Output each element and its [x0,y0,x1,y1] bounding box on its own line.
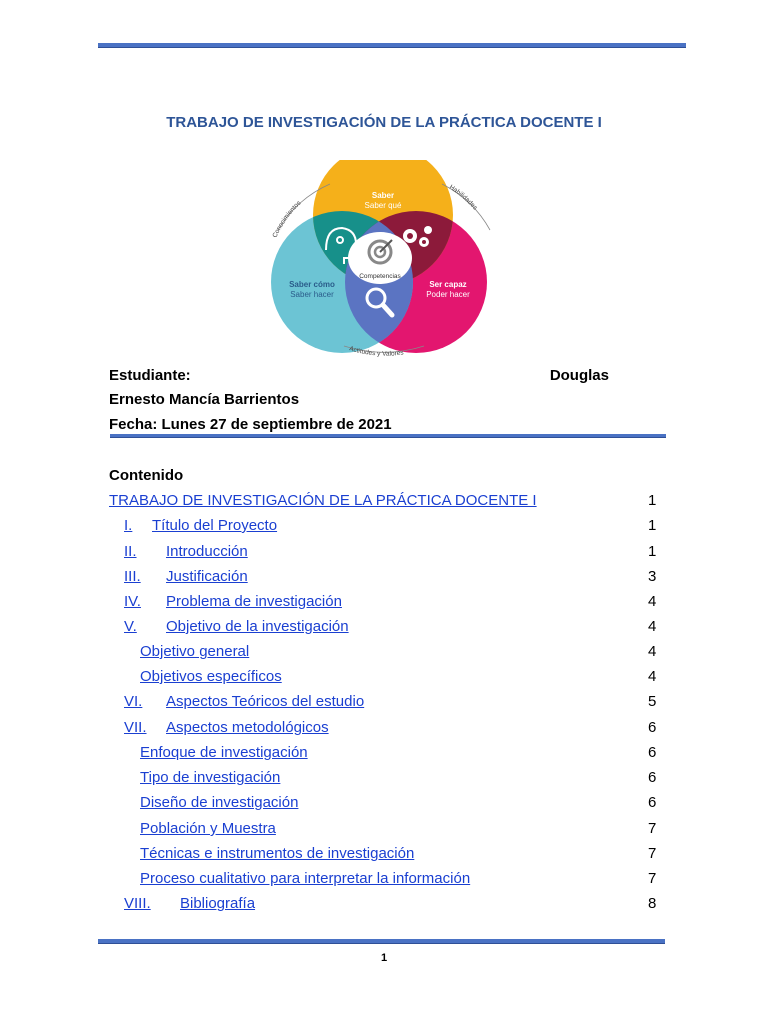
toc-entry-text[interactable]: Aspectos Teóricos del estudio [166,693,365,710]
student-first-name: Douglas [549,367,609,384]
toc-entry-page: 4 [648,593,657,610]
toc-entry-page: 1 [648,543,657,560]
toc-entry-text[interactable]: Tipo de investigación [140,769,281,786]
toc-entry[interactable] [109,492,659,512]
toc-entry-number[interactable]: VII. [124,719,147,736]
arc-right-label: Habilidades [447,183,479,212]
toc-entry-text[interactable]: Título del Proyecto [152,517,278,534]
toc-entry[interactable] [124,895,659,915]
left-circle-line1: Saber cómo [289,280,335,289]
toc-entry-page: 7 [648,820,657,837]
toc-entry-text[interactable]: Técnicas e instrumentos de investigación [140,845,415,862]
right-circle-line1: Ser capaz [429,280,467,289]
toc-entry[interactable] [140,794,659,814]
toc-entry-text[interactable]: Enfoque de investigación [140,744,308,761]
toc-entry-page: 1 [648,492,657,509]
toc-entry-text[interactable]: Diseño de investigación [140,794,299,811]
toc-entry-number[interactable]: V. [124,618,137,635]
top-circle-line1: Saber [371,191,395,200]
student-label: Estudiante: [109,367,191,384]
toc-entry[interactable] [124,693,659,713]
toc-entry[interactable] [140,643,659,663]
toc-entry-number[interactable]: IV. [124,593,141,610]
right-circle-line2: Poder hacer [426,290,470,299]
toc-entry[interactable] [124,593,659,613]
toc-entry[interactable] [140,744,659,764]
toc-entry-page: 6 [648,719,657,736]
toc-entry-text[interactable]: Proceso cualitativo para interpretar la información [140,870,471,887]
competencies-venn-diagram [264,160,504,365]
toc-entry-text[interactable]: Objetivos específicos [140,668,282,685]
toc-entry-number[interactable]: I. [124,517,133,534]
toc-heading: Contenido [109,467,184,484]
toc-entry[interactable] [124,719,659,739]
date-line: Fecha: Lunes 27 de septiembre de 2021 [109,416,392,433]
header-rule [98,43,686,48]
toc-entry[interactable] [140,820,659,840]
toc-entry-number[interactable]: III. [124,568,141,585]
toc-entry-text[interactable]: Introducción [166,543,248,560]
toc-entry-page: 3 [648,568,657,585]
toc-entry[interactable] [124,543,659,563]
toc-entry-page: 4 [648,668,657,685]
toc-entry-page: 6 [648,769,657,786]
toc-entry[interactable] [140,870,659,890]
toc-entry-page: 1 [648,517,657,534]
section-rule [110,434,666,438]
toc-entry[interactable] [140,845,659,865]
center-label: Competencias [359,273,401,280]
toc-entry-text[interactable]: Aspectos metodológicos [166,719,329,736]
document-title: TRABAJO DE INVESTIGACIÓN DE LA PRÁCTICA DOCENTE I [166,114,602,131]
toc-entry[interactable] [140,769,659,789]
toc-entry[interactable] [124,568,659,588]
left-circle-line2: Saber hacer [290,290,334,299]
toc-entry-page: 7 [648,870,657,887]
page-number: 1 [380,952,388,964]
arc-bottom-label: Actitudes y Valores [348,345,404,358]
toc-entry-page: 8 [648,895,657,912]
toc-entry-text[interactable]: Objetivo de la investigación [166,618,349,635]
toc-entry[interactable] [124,618,659,638]
footer-rule [98,939,665,944]
toc-entry-page: 4 [648,643,657,660]
toc-entry-text[interactable]: TRABAJO DE INVESTIGACIÓN DE LA PRÁCTICA DOCENTE I [109,492,537,509]
toc-entry[interactable] [140,668,659,688]
toc-entry-number[interactable]: II. [124,543,137,560]
toc-entry-page: 4 [648,618,657,635]
toc-entry-page: 5 [648,693,657,710]
toc-entry-page: 6 [648,794,657,811]
toc-entry-number[interactable]: VIII. [124,895,151,912]
toc-entry-text[interactable]: Bibliografía [180,895,256,912]
toc-entry-text[interactable]: Justificación [166,568,248,585]
toc-entry-text[interactable]: Población y Muestra [140,820,276,837]
arc-left-label: Conocimientos [271,199,303,239]
toc-entry-number[interactable]: VI. [124,693,143,710]
toc-entry-text[interactable]: Problema de investigación [166,593,342,610]
student-full-name: Ernesto Mancía Barrientos [109,391,300,408]
toc-entry-page: 6 [648,744,657,761]
toc-entry[interactable] [124,517,659,537]
toc-entry-text[interactable]: Objetivo general [140,643,250,660]
toc-entry-page: 7 [648,845,657,862]
top-circle-line2: Saber qué [364,201,402,210]
